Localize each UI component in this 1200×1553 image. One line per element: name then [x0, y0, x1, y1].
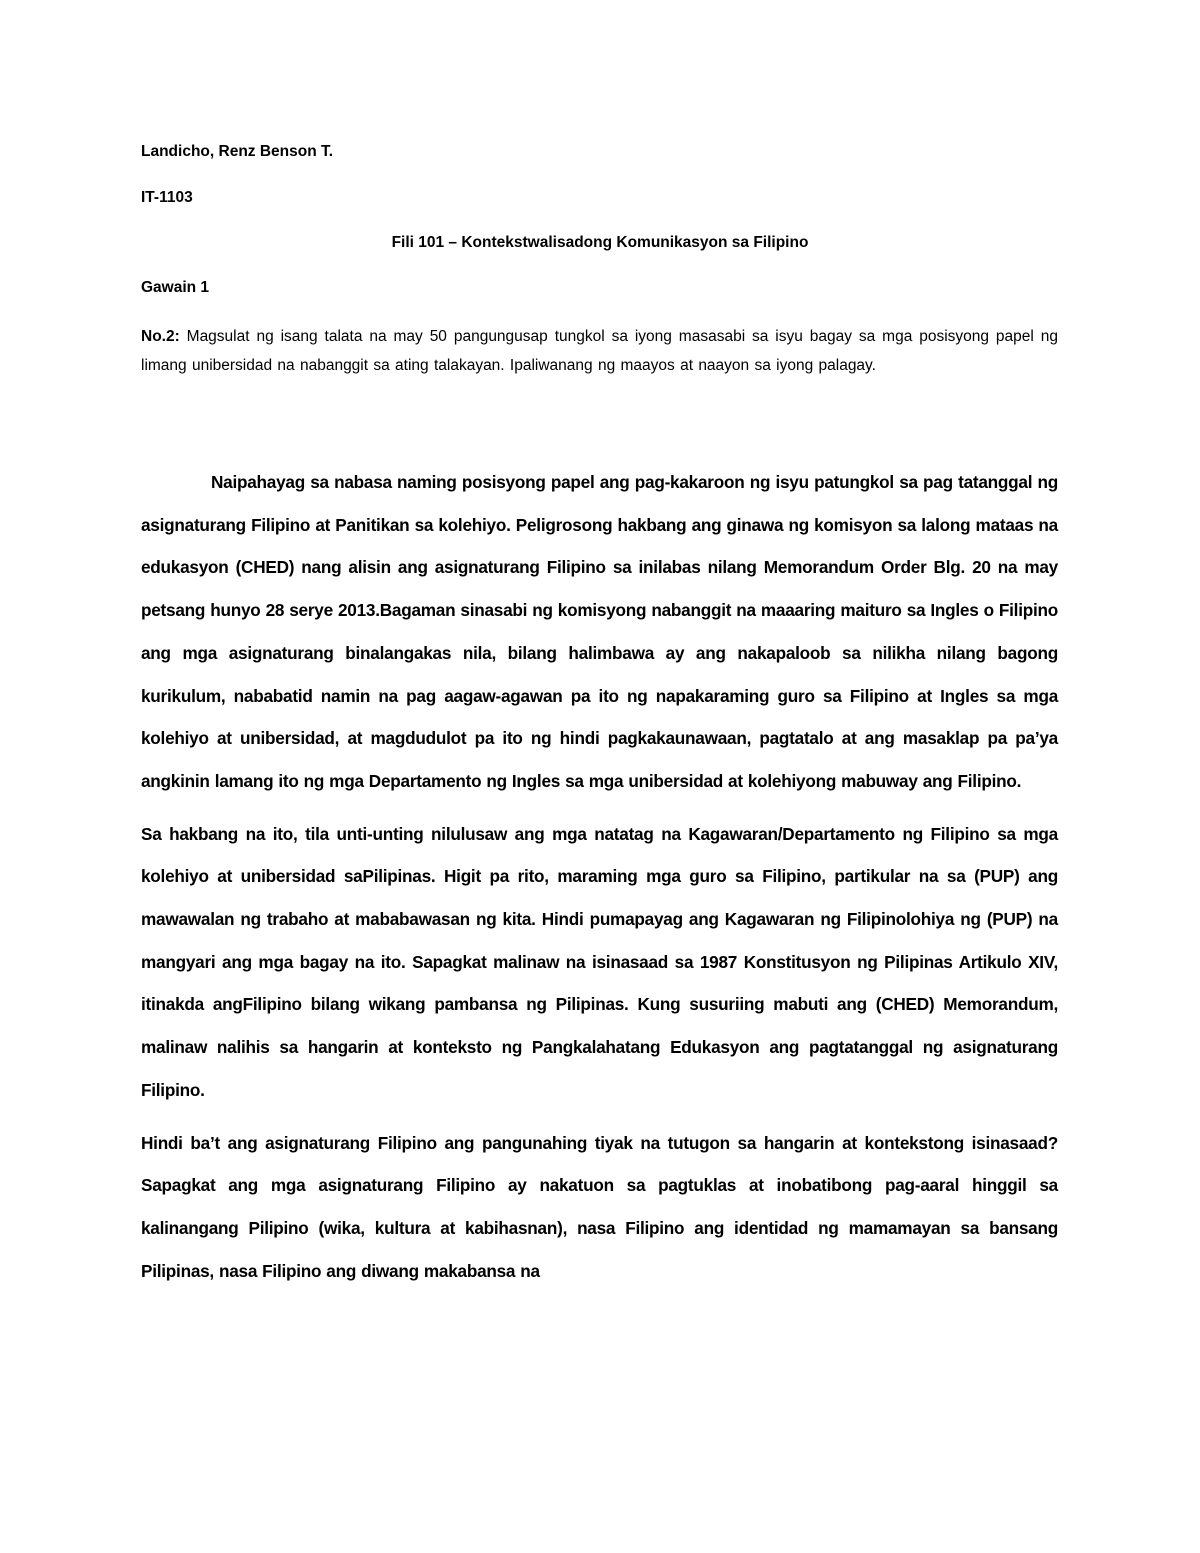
activity-title: Gawain 1 — [141, 279, 210, 296]
prompt-text: Magsulat ng isang talata na may 50 pangungusap tungkol sa iyong masasabi sa isyu bagay sa mga posisyong papel ng limang unibersidad na nabanggit sa ating talakayan. Ipaliwanang ng maayos at naayon sa iyong palagay. — [141, 328, 1058, 374]
essay-paragraph: Naipahayag sa nabasa naming posisyong papel ang pag-kakaroon ng isyu patungkol sa pag tatanggal ng asignaturang Filipino at Panitikan sa kolehiyo. Peligrosong hakbang ang ginawa ng komisyon sa lalong mataas na edukasyon (CHED) nang alisin ang asignaturang Filipino sa inilabas nilang Memorandum Order Blg. 20 na may petsang hunyo 28 serye 2013.Bagaman sinasabi ng komisyong nabanggit na maaaring maituro sa Ingles o Filipino ang mga asignaturang binalangakas nila, bilang halimbawa ay ang nakapaloob sa nilikha nilang bagong kurikulum, nababatid namin na pag aagaw-agawan pa ito ng napakaraming guro sa Filipino at Ingles sa mga kolehiyo at unibersidad, at magdudulot pa ito ng hindi pagkakaunawaan, pagtatalo at ang masaklap pa pa’ya angkinin lamang ito ng mga Departamento ng Ingles sa mga unibersidad at kolehiyong mabuway ang Filipino. — [141, 472, 1058, 791]
section-code: IT-1103 — [141, 189, 193, 206]
essay-paragraph: Sa hakbang na ito, tila unti-unting nilulusaw ang mga natatag na Kagawaran/Departamento ng Filipino sa mga kolehiyo at unibersidad saPilipinas. Higit pa rito, maraming mga guro sa Filipino, partikular na sa (PUP) ang mawawalan ng trabaho at mababawasan ng kita. Hindi pumapayag ang Kagawaran ng Filipinolohiya ng (PUP) na mangyari ang mga bagay na ito. Sapagkat malinaw na isinasaad sa 1987 Konstitusyon ng Pilipinas Artikulo XIV, itinakda angFilipino bilang wikang pambansa ng Pilipinas. Kung susuriing mabuti ang (CHED) Memorandum, malinaw nalihis sa hangarin at konteksto ng Pangkalahatang Edukasyon ang pagtatanggal ng asignaturang Filipino. — [141, 823, 1058, 1100]
author-name: Landicho, Renz Benson T. — [141, 143, 334, 160]
essay-body — [141, 461, 1058, 1302]
course-title: Fili 101 – Kontekstwalisadong Komunikasyon sa Filipino — [391, 234, 809, 251]
prompt-number: No.2: — [141, 328, 180, 345]
assignment-prompt — [141, 323, 1058, 380]
essay-paragraph: Hindi ba’t ang asignaturang Filipino ang pangunahing tiyak na tutugon sa hangarin at kontekstong isinasaad? Sapagkat ang mga asignaturang Filipino ay nakatuon sa pagtuklas at inobatibong pag-aaral hinggil sa kalinangang Pilipino (wika, kultura at kabihasnan), nasa Filipino ang identidad ng mamamayan sa bansang Pilipinas, nasa Filipino ang diwang makabansa na — [141, 1132, 1058, 1281]
